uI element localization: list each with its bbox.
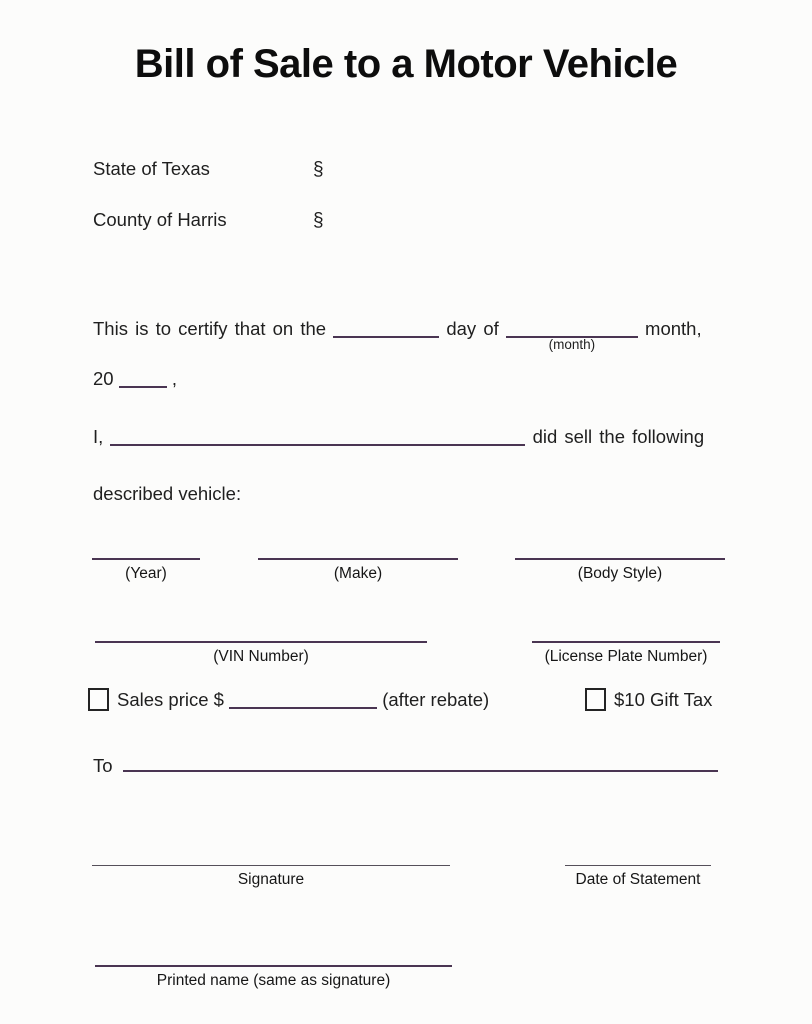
license-plate-label: (License Plate Number) bbox=[544, 648, 708, 665]
certify-day-of-text: day of bbox=[446, 318, 499, 339]
year-field bbox=[92, 558, 200, 583]
day-blank[interactable] bbox=[333, 324, 439, 338]
to-blank[interactable] bbox=[123, 758, 718, 772]
license-plate-blank[interactable] bbox=[532, 641, 720, 643]
seller-line bbox=[93, 426, 704, 448]
county-section-symbol: § bbox=[313, 210, 324, 231]
certify-month-text: month, bbox=[645, 318, 702, 339]
printed-name-label: Printed name (same as signature) bbox=[156, 972, 391, 989]
state-section-symbol: § bbox=[313, 159, 324, 180]
seller-name-blank[interactable] bbox=[110, 432, 525, 446]
vin-field bbox=[95, 641, 427, 666]
make-field bbox=[258, 558, 458, 583]
date-blank[interactable] bbox=[565, 865, 711, 866]
year-blank[interactable] bbox=[119, 374, 167, 388]
sales-price-checkbox[interactable] bbox=[88, 688, 109, 711]
described-vehicle-text: described vehicle: bbox=[93, 483, 242, 504]
vehicle-make-label: (Make) bbox=[333, 565, 383, 582]
signature-label: Signature bbox=[237, 871, 305, 888]
year-line bbox=[93, 368, 177, 390]
printed-name-row bbox=[92, 965, 452, 1005]
described-vehicle-line bbox=[93, 483, 241, 505]
vehicle-year-label: (Year) bbox=[125, 565, 167, 582]
license-plate-field bbox=[532, 641, 720, 666]
vehicle-make-blank[interactable] bbox=[258, 558, 458, 560]
to-label: To bbox=[93, 755, 113, 776]
year-prefix-text: 20 bbox=[93, 368, 114, 389]
county-label: County of Harris bbox=[93, 209, 227, 230]
gift-tax-checkbox[interactable] bbox=[585, 688, 606, 711]
signature-row bbox=[92, 865, 725, 905]
county-line bbox=[93, 209, 324, 232]
to-line bbox=[93, 755, 718, 777]
sales-price-label: Sales price $ bbox=[117, 689, 224, 710]
after-rebate-label: (after rebate) bbox=[382, 689, 490, 710]
gift-tax-label: $10 Gift Tax bbox=[614, 689, 713, 710]
signature-blank[interactable] bbox=[92, 865, 450, 866]
signature-field bbox=[92, 865, 450, 889]
seller-prefix-text: I, bbox=[93, 426, 104, 447]
date-label: Date of Statement bbox=[575, 871, 701, 888]
certify-lead-text: This is to certify that on the bbox=[93, 318, 327, 339]
certify-line bbox=[93, 318, 702, 352]
vin-label: (VIN Number) bbox=[213, 648, 309, 665]
printed-name-blank[interactable] bbox=[95, 965, 452, 967]
price-row bbox=[88, 688, 489, 711]
page-title: Bill of Sale to a Motor Vehicle bbox=[134, 42, 678, 86]
state-label: State of Texas bbox=[93, 158, 210, 179]
date-field bbox=[565, 865, 711, 889]
sales-price-blank[interactable] bbox=[229, 695, 377, 709]
month-caption: (month) bbox=[548, 337, 596, 352]
vehicle-body-blank[interactable] bbox=[515, 558, 725, 560]
state-line bbox=[93, 158, 324, 181]
body-style-field bbox=[515, 558, 725, 583]
id-fields-row bbox=[92, 641, 725, 681]
year-comma-text: , bbox=[171, 368, 177, 389]
printed-name-field bbox=[95, 965, 452, 990]
vin-blank[interactable] bbox=[95, 641, 427, 643]
vehicle-year-blank[interactable] bbox=[92, 558, 200, 560]
vehicle-body-label: (Body Style) bbox=[577, 565, 663, 582]
month-blank-wrap bbox=[506, 318, 638, 352]
seller-suffix-text: did sell the following bbox=[532, 426, 705, 447]
gift-tax-row bbox=[585, 688, 712, 711]
month-blank[interactable] bbox=[506, 324, 638, 338]
vehicle-fields-row bbox=[92, 558, 725, 598]
